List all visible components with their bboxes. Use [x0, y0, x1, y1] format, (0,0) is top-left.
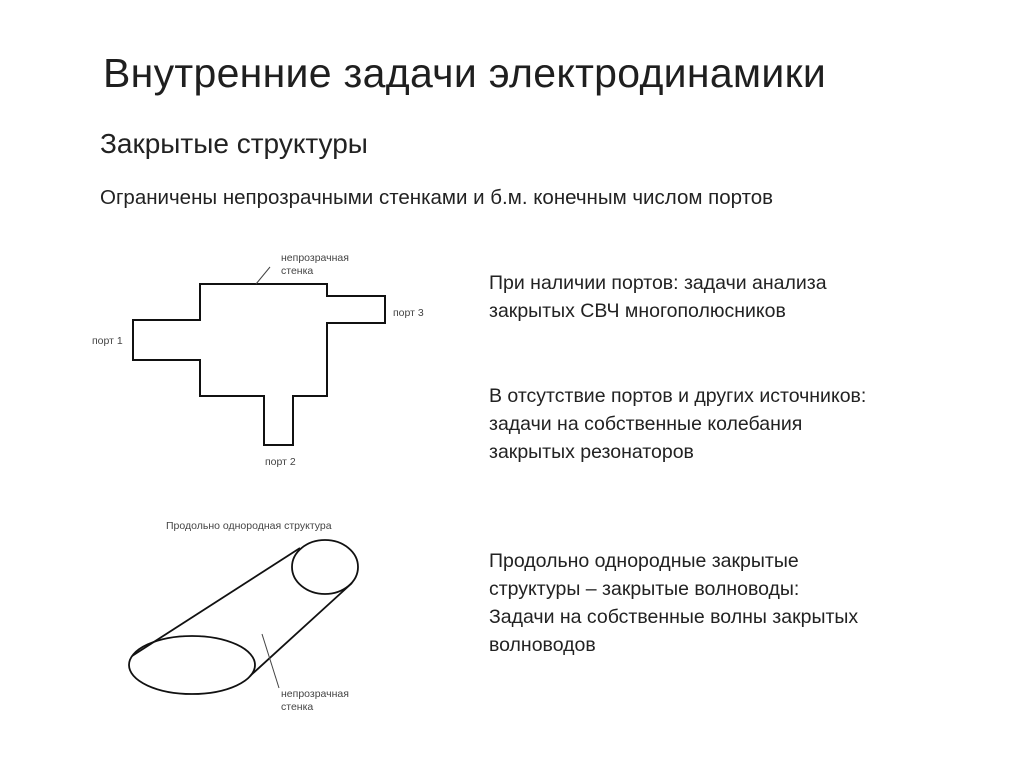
waveguide-top-edge	[132, 548, 300, 656]
port2-label: порт 2	[265, 456, 296, 468]
slide-title: Внутренние задачи электродинамики	[103, 50, 827, 96]
port3-label: порт 3	[393, 307, 424, 319]
paragraph-waveguides	[489, 547, 858, 659]
slide-description: Ограничены непрозрачными стенками и б.м. конечным числом портов	[100, 186, 774, 209]
waveguide-diagram	[129, 520, 358, 713]
paragraph-line: закрытых СВЧ многополюсников	[489, 300, 786, 322]
paragraph-line: При наличии портов: задачи анализа	[489, 272, 827, 294]
paragraph-resonators	[489, 382, 866, 466]
slide-subtitle: Закрытые структуры	[100, 128, 368, 159]
paragraph-line: задачи на собственные колебания	[489, 413, 803, 435]
waveguide-bottom-edge	[250, 583, 352, 676]
closed-structure-outline	[133, 284, 385, 445]
waveguide-near-end	[129, 636, 255, 694]
wall-label-line2: стенка	[281, 265, 314, 277]
paragraph-line: структуры – закрытые волноводы:	[489, 578, 800, 600]
multiport-structure-diagram	[92, 252, 424, 468]
port1-label: порт 1	[92, 335, 123, 347]
paragraph-ports	[489, 269, 827, 325]
waveguide-caption: Продольно однородная структура	[166, 520, 332, 532]
paragraph-line: закрытых резонаторов	[489, 441, 694, 463]
paragraph-line: волноводов	[489, 634, 596, 656]
paragraph-line: В отсутствие портов и других источников:	[489, 385, 867, 407]
wall-label-line1: непрозрачная	[281, 252, 349, 264]
paragraph-line: Продольно однородные закрытые	[489, 550, 799, 572]
paragraph-line: Задачи на собственные волны закрытых	[489, 606, 859, 628]
waveguide-wall-pointer-line	[262, 634, 279, 688]
waveguide-wall-label-line1: непрозрачная	[281, 688, 349, 700]
waveguide-wall-label-line2: стенка	[281, 701, 314, 713]
wall-pointer-line	[256, 267, 270, 284]
